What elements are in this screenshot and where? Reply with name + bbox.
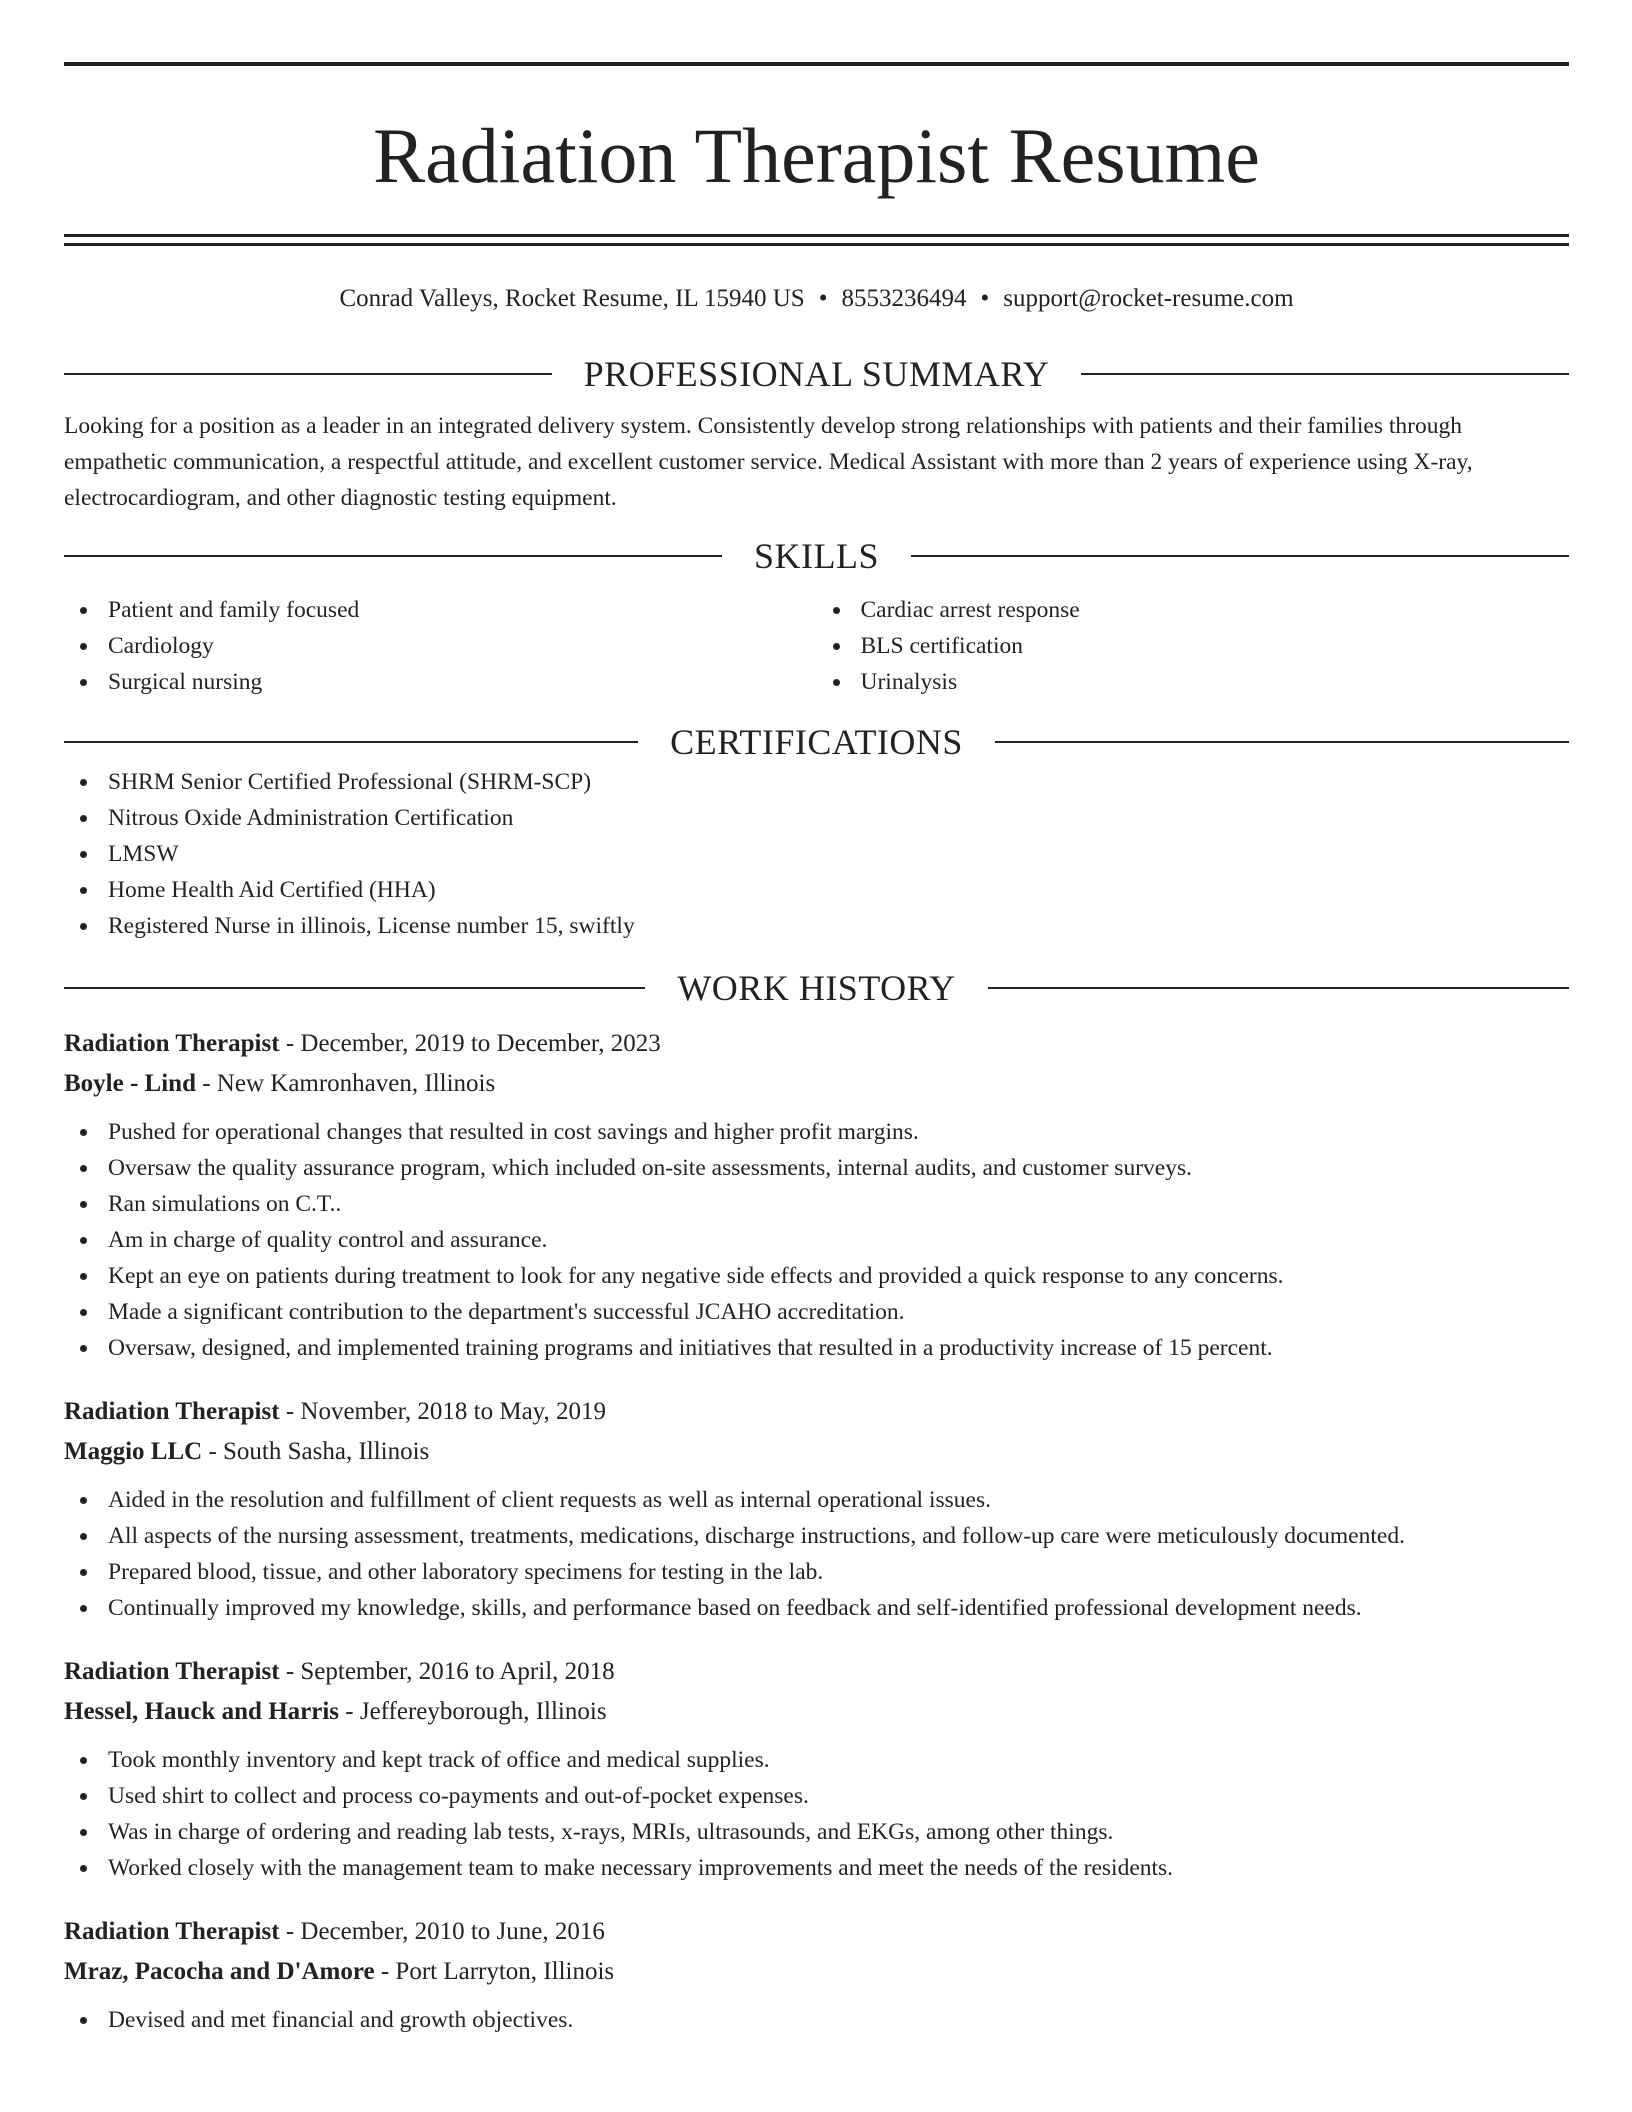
job-title: Radiation Therapist bbox=[64, 1030, 280, 1057]
job-duties-list bbox=[64, 1482, 1569, 1626]
section-header-work bbox=[64, 966, 1569, 1010]
section-title-certifications: CERTIFICATIONS bbox=[670, 722, 963, 762]
section-title-summary: PROFESSIONAL SUMMARY bbox=[583, 354, 1050, 394]
page-title: Radiation Therapist Resume bbox=[373, 112, 1260, 199]
skills-column-right bbox=[817, 592, 1570, 700]
list-item: Continually improved my knowledge, skills, and performance based on feedback and self-identified professional development needs. bbox=[64, 1590, 1569, 1626]
job-title: Radiation Therapist bbox=[64, 1658, 280, 1685]
certifications-list bbox=[64, 764, 1569, 944]
list-item: Patient and family focused bbox=[64, 592, 817, 628]
list-item: Made a significant contribution to the department's successful JCAHO accreditation. bbox=[64, 1294, 1569, 1330]
section-rule bbox=[64, 373, 552, 375]
summary-text: Looking for a position as a leader in an integrated delivery system. Consistently develop strong relationships with patients and their families through empathetic communication, a respectful attitude, and excellent customer service. Medical Assistant with more than 2 years of experience using X-ray, electrocardiogram, and other diagnostic testing equipment. bbox=[64, 413, 1473, 511]
job-company-line bbox=[64, 1692, 1569, 1732]
job-location: - Jeffereyborough, Illinois bbox=[339, 1698, 607, 1725]
list-item: Devised and met financial and growth objectives. bbox=[64, 2002, 1569, 2038]
section-header-summary bbox=[64, 352, 1569, 396]
section-rule bbox=[1081, 373, 1569, 375]
job-entry bbox=[64, 1024, 1569, 1366]
list-item: Oversaw, designed, and implemented training programs and initiatives that resulted in a productivity increase of 15 percent. bbox=[64, 1330, 1569, 1366]
list-item: Nitrous Oxide Administration Certification bbox=[64, 800, 1569, 836]
section-rule bbox=[64, 987, 645, 989]
list-item: Ran simulations on C.T.. bbox=[64, 1186, 1569, 1222]
job-dates: - September, 2016 to April, 2018 bbox=[279, 1658, 615, 1685]
job-dates: - December, 2010 to June, 2016 bbox=[279, 1918, 605, 1945]
list-item: Pushed for operational changes that resulted in cost savings and higher profit margins. bbox=[64, 1114, 1569, 1150]
list-item: Used shirt to collect and process co-payments and out-of-pocket expenses. bbox=[64, 1778, 1569, 1814]
header-bottom-rule bbox=[64, 234, 1569, 237]
list-item: Cardiology bbox=[64, 628, 817, 664]
section-title-work: WORK HISTORY bbox=[677, 968, 956, 1008]
list-item: Registered Nurse in illinois, License number 15, swiftly bbox=[64, 908, 1569, 944]
skills-list bbox=[64, 592, 1569, 700]
contact-email: support@rocket-resume.com bbox=[1003, 285, 1294, 312]
list-item: Surgical nursing bbox=[64, 664, 817, 700]
job-duties-list bbox=[64, 1114, 1569, 1366]
list-item: Kept an eye on patients during treatment to look for any negative side effects and provided a quick response to any concerns. bbox=[64, 1258, 1569, 1294]
work-history-list bbox=[64, 1024, 1569, 2038]
job-duties-list bbox=[64, 1742, 1569, 1886]
job-entry bbox=[64, 1392, 1569, 1626]
job-entry bbox=[64, 1652, 1569, 1886]
job-title: Radiation Therapist bbox=[64, 1398, 280, 1425]
skills-right-list bbox=[817, 592, 1570, 700]
contact-phone: 8553236494 bbox=[841, 285, 967, 312]
section-rule bbox=[988, 987, 1569, 989]
list-item: Worked closely with the management team to make necessary improvements and meet the needs of the residents. bbox=[64, 1850, 1569, 1886]
section-rule bbox=[911, 555, 1569, 557]
job-title-line bbox=[64, 1392, 1569, 1432]
contact-line bbox=[64, 284, 1569, 314]
job-duties-list bbox=[64, 2002, 1569, 2038]
list-item: Oversaw the quality assurance program, which included on-site assessments, internal audits, and customer surveys. bbox=[64, 1150, 1569, 1186]
job-company: Maggio LLC bbox=[64, 1438, 203, 1465]
list-item: BLS certification bbox=[817, 628, 1570, 664]
list-item: SHRM Senior Certified Professional (SHRM-SCP) bbox=[64, 764, 1569, 800]
list-item: Urinalysis bbox=[817, 664, 1570, 700]
section-rule bbox=[64, 741, 638, 743]
skills-left-list bbox=[64, 592, 817, 700]
list-item: Aided in the resolution and fulfillment of client requests as well as internal operational issues. bbox=[64, 1482, 1569, 1518]
job-company-line bbox=[64, 1952, 1569, 1992]
job-title-line bbox=[64, 1912, 1569, 1952]
job-company: Hessel, Hauck and Harris bbox=[64, 1698, 340, 1725]
contact-separator: • bbox=[980, 285, 990, 312]
job-title-line bbox=[64, 1024, 1569, 1064]
list-item: Am in charge of quality control and assurance. bbox=[64, 1222, 1569, 1258]
list-item: Cardiac arrest response bbox=[817, 592, 1570, 628]
job-entry bbox=[64, 1912, 1569, 2038]
header-bottom-rule-2 bbox=[64, 243, 1569, 246]
list-item: Took monthly inventory and kept track of office and medical supplies. bbox=[64, 1742, 1569, 1778]
list-item: Prepared blood, tissue, and other laboratory specimens for testing in the lab. bbox=[64, 1554, 1569, 1590]
job-company: Mraz, Pacocha and D'Amore bbox=[64, 1958, 375, 1985]
section-rule bbox=[64, 555, 722, 557]
job-title-line bbox=[64, 1652, 1569, 1692]
job-company-line bbox=[64, 1432, 1569, 1472]
job-title: Radiation Therapist bbox=[64, 1918, 280, 1945]
list-item: LMSW bbox=[64, 836, 1569, 872]
job-location: - Port Larryton, Illinois bbox=[374, 1958, 615, 1985]
job-location: - South Sasha, Illinois bbox=[202, 1438, 430, 1465]
section-rule bbox=[995, 741, 1569, 743]
section-header-skills bbox=[64, 534, 1569, 578]
job-dates: - November, 2018 to May, 2019 bbox=[279, 1398, 607, 1425]
job-dates: - December, 2019 to December, 2023 bbox=[279, 1030, 661, 1057]
job-company: Boyle - Lind bbox=[64, 1070, 196, 1097]
skills-column-left bbox=[64, 592, 817, 700]
job-company-line bbox=[64, 1064, 1569, 1104]
list-item: Was in charge of ordering and reading lab tests, x-rays, MRIs, ultrasounds, and EKGs, among other things. bbox=[64, 1814, 1569, 1850]
job-location: - New Kamronhaven, Illinois bbox=[195, 1070, 496, 1097]
list-item: All aspects of the nursing assessment, treatments, medications, discharge instructions, and follow-up care were meticulously documented. bbox=[64, 1518, 1569, 1554]
section-title-skills: SKILLS bbox=[754, 536, 880, 576]
contact-address: Conrad Valleys, Rocket Resume, IL 15940 US bbox=[339, 285, 805, 312]
section-header-certifications bbox=[64, 720, 1569, 764]
list-item: Home Health Aid Certified (HHA) bbox=[64, 872, 1569, 908]
resume-page bbox=[64, 0, 1569, 2038]
contact-separator: • bbox=[818, 285, 828, 312]
